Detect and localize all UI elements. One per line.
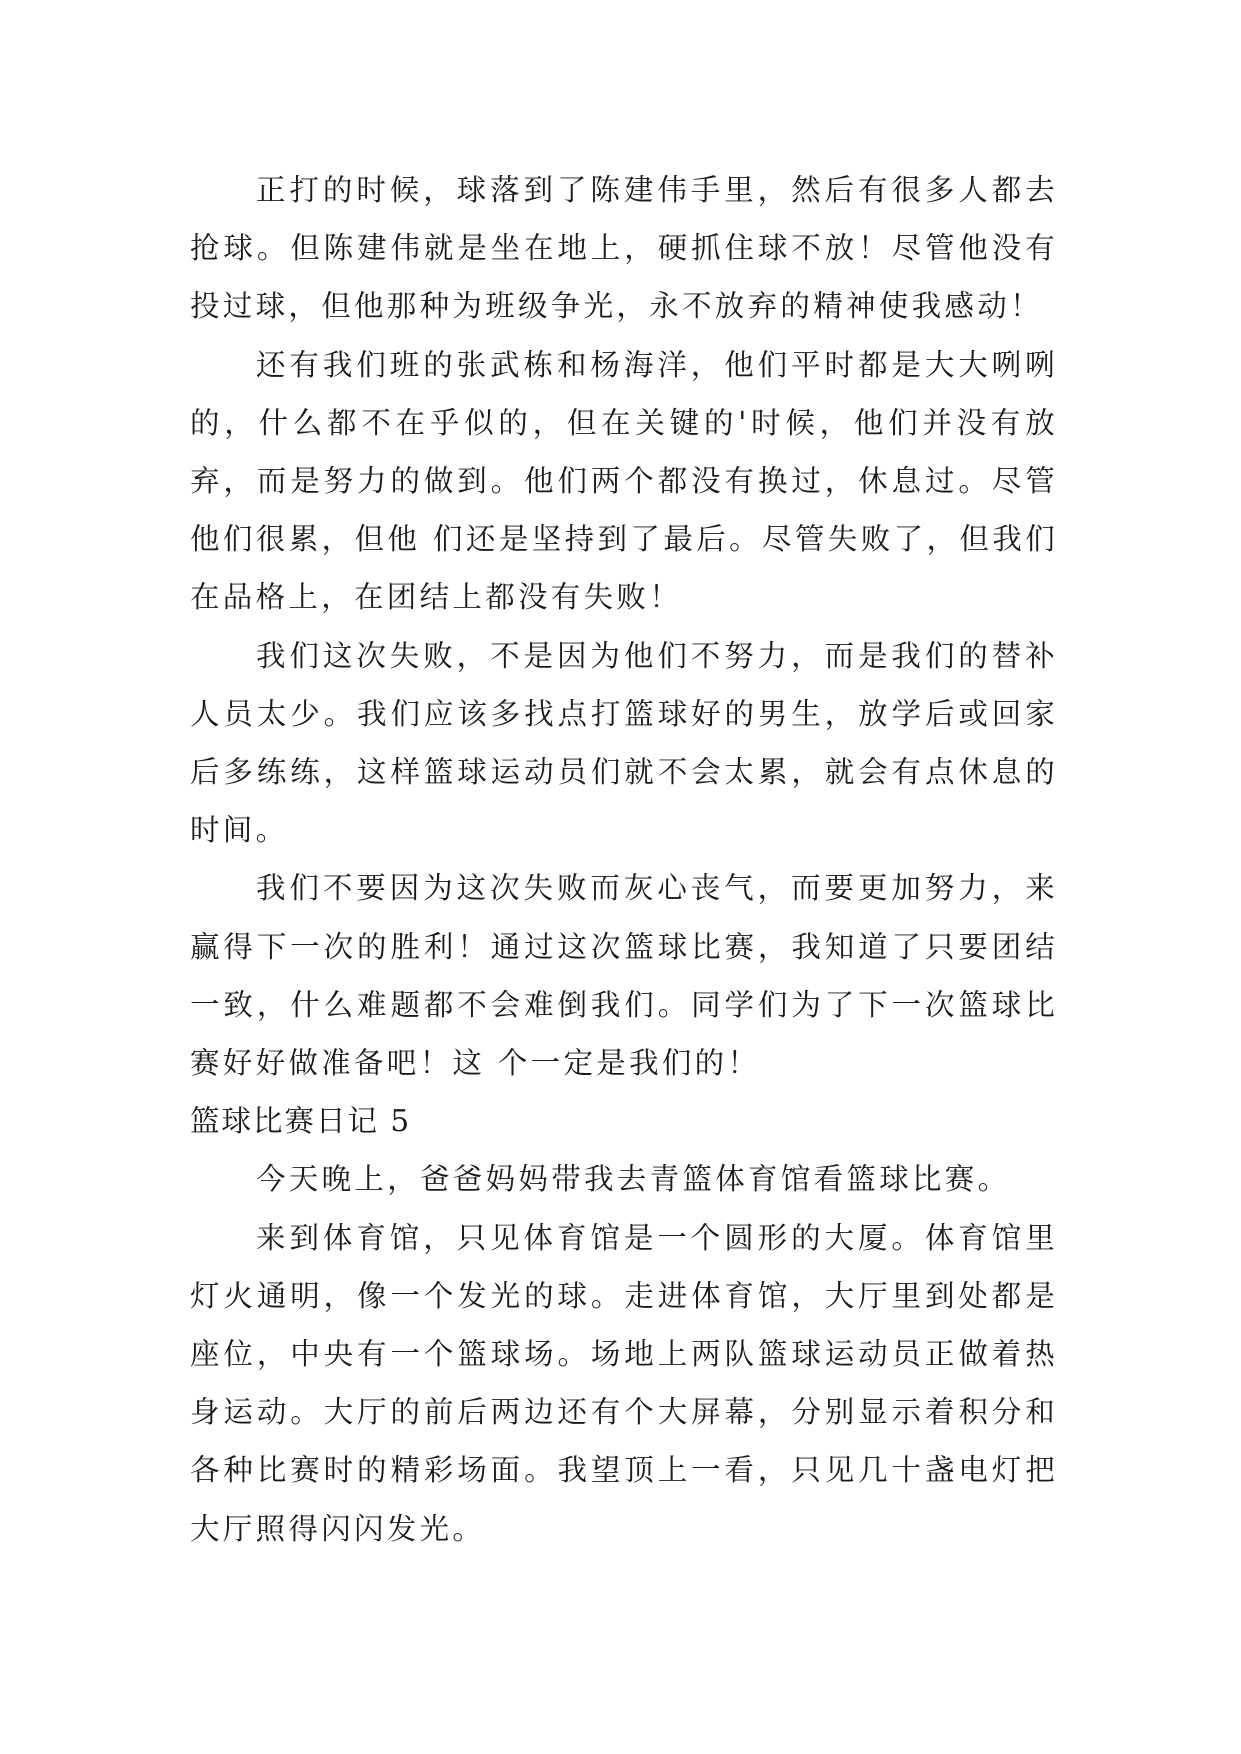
section-heading: 篮球比赛日记 5	[190, 1104, 412, 1139]
document-page	[190, 161, 1058, 1558]
paragraph: 我们不要因为这次失败而灰心丧气，而要更加努力，来赢得下一次的胜利！通过这次篮球比赛，我知道了只要团结一致，什么难题都不会难倒我们。同学们为了下一次篮球比赛好好做准备吧！这 个一定是我们的！	[190, 871, 1058, 1081]
paragraph: 还有我们班的张武栋和杨海洋，他们平时都是大大咧咧的，什么都不在乎似的，但在关键的'时候，他们并没有放弃，而是努力的做到。他们两个都没有换过，休息过。尽管他们很累，但他 们还是坚持到了最后。尽管失败了，但我们在品格上，在团结上都没有失败！	[190, 347, 1058, 615]
paragraph: 今天晚上，爸爸妈妈带我去青篮体育馆看篮球比赛。	[256, 1162, 1011, 1197]
paragraph: 来到体育馆，只见体育馆是一个圆形的大厦。体育馆里灯火通明，像一个发光的球。走进体育馆，大厅里到处都是座位，中央有一个篮球场。场地上两队篮球运动员正做着热身运动。大厅的前后两边还有个大屏幕，分别显示着积分和各种比赛时的精彩场面。我望顶上一看，只见几十盏电灯把大厅照得闪闪发光。	[190, 1220, 1058, 1546]
paragraph: 正打的时候，球落到了陈建伟手里，然后有很多人都去抢球。但陈建伟就是坐在地上，硬抓住球不放！尽管他没有投过球，但他那种为班级争光，永不放弃的精神使我感动！	[190, 173, 1058, 324]
paragraph: 我们这次失败，不是因为他们不努力，而是我们的替补人员太少。我们应该多找点打篮球好的男生，放学后或回家后多练练，这样篮球运动员们就不会太累，就会有点休息的时间。	[190, 638, 1058, 848]
